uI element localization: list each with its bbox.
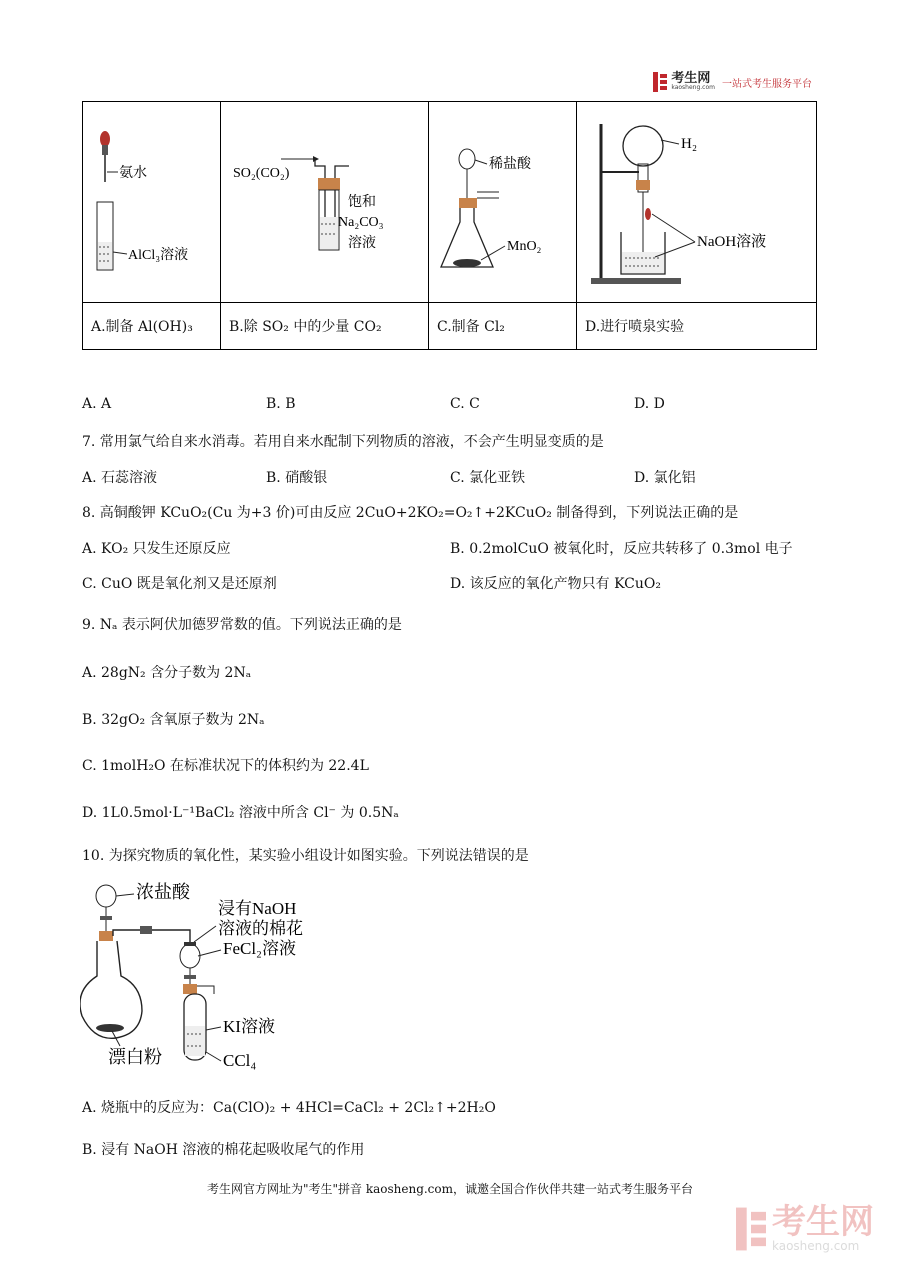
- fecl2-label: FeCl₂溶液: [223, 939, 296, 958]
- q8-option-d: D. 该反应的氧化产物只有 KCuO₂: [450, 576, 661, 592]
- q7-option-a: A. 石蕊溶液: [82, 470, 158, 486]
- ki-label: KI溶液: [223, 1017, 275, 1036]
- q10-apparatus-figure: [80, 876, 320, 1072]
- q9-option-b: B. 32gO₂ 含氧原子数为 2Nₐ: [82, 712, 265, 728]
- acid-label: 稀盐酸: [489, 157, 531, 172]
- q8-stem: 8. 高铜酸钾 KCuO₂(Cu 为+3 价)可由反应 2CuO+2KO₂=O₂↑+2KCuO₂ 制备得到，下列说法正确的是: [82, 505, 739, 521]
- apparatus-table: [82, 101, 817, 350]
- q8-option-b: B. 0.2molCuO 被氧化时，反应共转移了 0.3mol 电子: [450, 541, 793, 557]
- solution-label: 溶液: [348, 236, 376, 251]
- figure-a-dropper-test-tube: [83, 102, 220, 302]
- brand-url: kaosheng.com: [671, 84, 715, 91]
- q7-stem: 7. 常用氯气给自来水消毒。若用自来水配制下列物质的溶液，不会产生明显变质的是: [82, 434, 604, 450]
- reagent-label: 氨水: [119, 166, 147, 181]
- q7-option-c: C. 氯化亚铁: [450, 470, 526, 486]
- q10-option-b: B. 浸有 NaOH 溶液的棉花起吸收尾气的作用: [82, 1142, 365, 1158]
- q9-option-d: D. 1L0.5mol·L⁻¹BaCl₂ 溶液中所含 Cl⁻ 为 0.5Nₐ: [82, 805, 399, 821]
- brand-name: 考生网: [671, 71, 711, 86]
- q8-option-c: C. CuO 既是氧化剂又是还原剂: [82, 576, 277, 592]
- solid-label: MnO₂: [507, 239, 542, 254]
- q7-option-d: D. 氯化铝: [634, 470, 696, 486]
- caption-a: A.制备 Al(OH)₃: [83, 303, 221, 350]
- figure-b-gas-washing: [221, 102, 428, 302]
- brand-logo-icon: [653, 72, 667, 92]
- q10-option-a: A. 烧瓶中的反应为：Ca(ClO)₂ + 4HCl=CaCl₂ + 2Cl₂↑+2H₂O: [82, 1100, 496, 1116]
- watermark: [736, 1202, 874, 1253]
- q9-stem: 9. Nₐ 表示阿伏加德罗常数的值。下列说法正确的是: [82, 617, 402, 633]
- figure-d-cell: [577, 102, 817, 303]
- figure-d-fountain: [577, 102, 816, 302]
- cotton-label-2: 溶液的棉花: [218, 919, 303, 938]
- header-brand: [653, 72, 812, 92]
- figure-b-cell: [221, 102, 429, 303]
- ccl4-label: CCl₄: [223, 1051, 257, 1070]
- q9-option-c: C. 1molH₂O 在标准状况下的体积约为 22.4L: [82, 758, 369, 774]
- q6-option-b: B. B: [266, 396, 296, 412]
- gas-label: SO₂(CO₂): [233, 166, 290, 181]
- figure-c-cell: [429, 102, 577, 303]
- q9-option-a: A. 28gN₂ 含分子数为 2Nₐ: [82, 665, 252, 681]
- watermark-url: kaosheng.com: [772, 1239, 860, 1253]
- q6-option-d: D. D: [634, 396, 665, 412]
- q6-option-a: A. A: [82, 396, 112, 412]
- caption-d: D.进行喷泉实验: [577, 303, 817, 350]
- na2co3-label: Na₂CO₃: [338, 215, 384, 230]
- solution-label: AlCl₃溶液: [128, 248, 189, 263]
- q7-option-b: B. 硝酸银: [266, 470, 328, 486]
- figure-a-cell: [83, 102, 221, 303]
- figure-c-flask: [429, 102, 576, 302]
- cotton-label-1: 浸有NaOH: [218, 899, 297, 918]
- watermark-logo-icon: [736, 1207, 766, 1251]
- caption-b: B.除 SO₂ 中的少量 CO₂: [221, 303, 429, 350]
- watermark-name: 考生网: [772, 1202, 874, 1242]
- caption-c: C.制备 Cl₂: [429, 303, 577, 350]
- gas-label: H₂: [681, 136, 698, 152]
- q8-option-a: A. KO₂ 只发生还原反应: [82, 541, 231, 557]
- page-footer: 考生网官方网址为"考生"拼音 kaosheng.com，诚邀全国合作伙伴共建一站式考生服务平台: [206, 1182, 694, 1196]
- acid-label: 浓盐酸: [136, 882, 190, 902]
- naoh-label: NaOH溶液: [697, 234, 767, 250]
- powder-label: 漂白粉: [108, 1047, 162, 1067]
- q10-stem: 10. 为探究物质的氧化性，某实验小组设计如图实验。下列说法错误的是: [82, 848, 529, 864]
- saturated-label: 饱和: [348, 195, 376, 210]
- brand-slogan: 一站式考生服务平台: [722, 78, 812, 90]
- q6-option-c: C. C: [450, 396, 480, 412]
